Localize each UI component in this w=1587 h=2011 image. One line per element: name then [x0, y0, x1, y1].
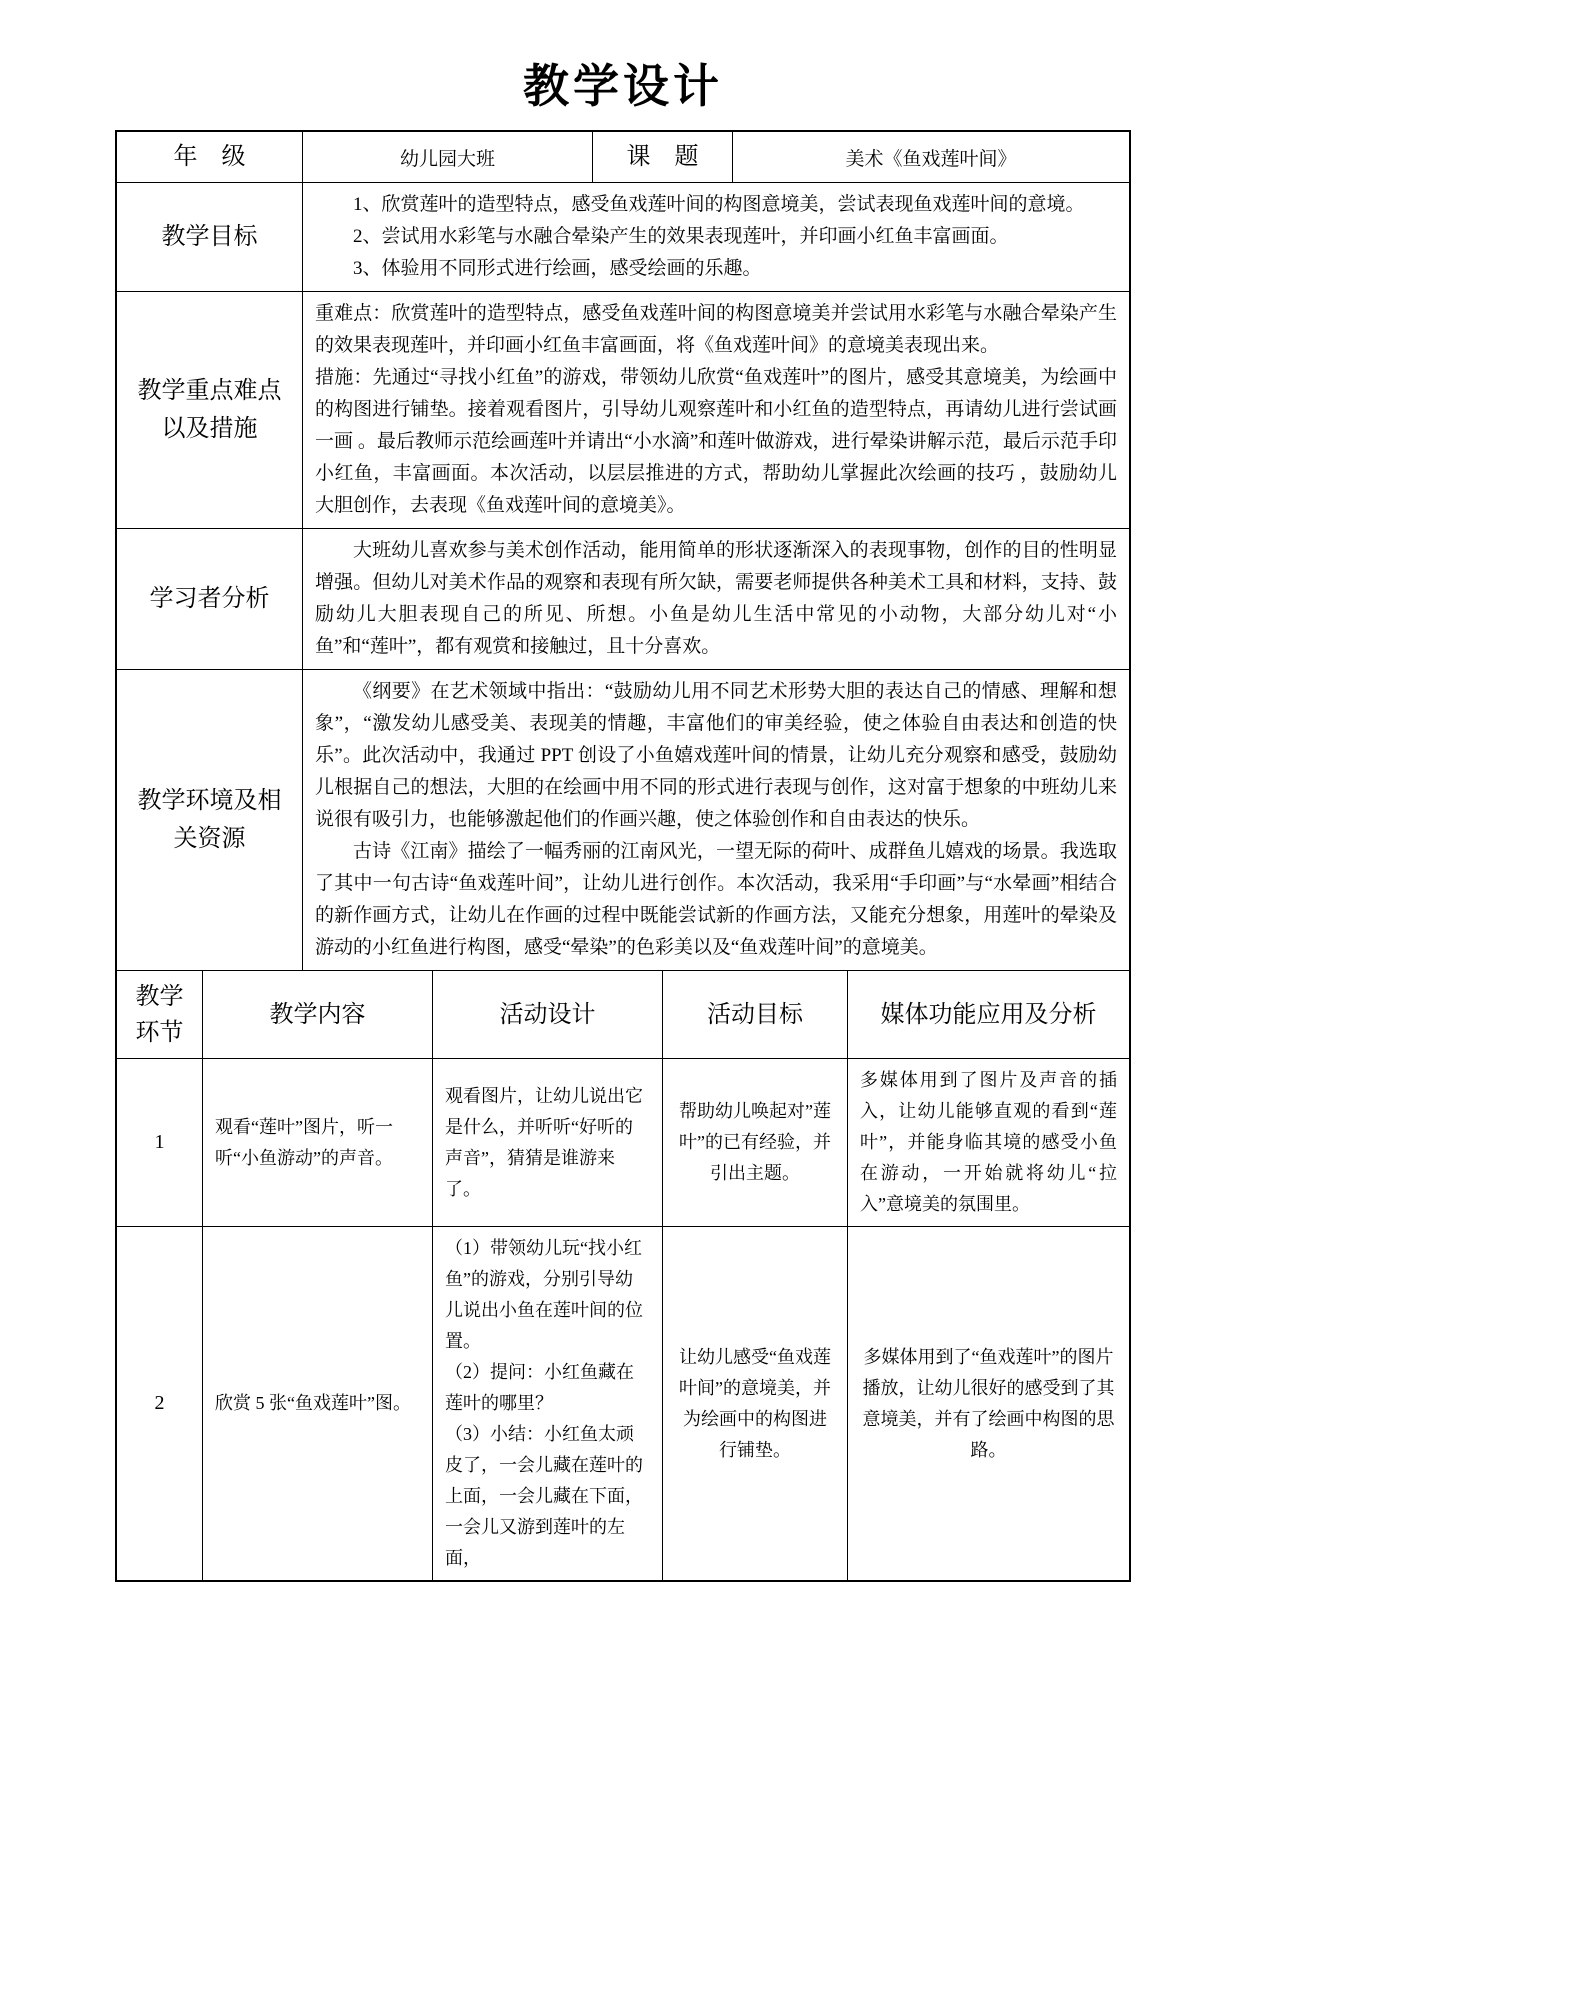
- activity-media: 多媒体用到了图片及声音的插入，让幼儿能够直观的看到“莲叶”，并能身临其境的感受小鱼在游动，一开始就将幼儿“拉入”意境美的氛围里。: [847, 1059, 1129, 1226]
- header-step-line: 教学: [135, 983, 184, 1010]
- key-points-paragraph: 重难点：欣赏莲叶的造型特点，感受鱼戏莲叶间的构图意境美并尝试用水彩笔与水融合晕染产生的效果表现莲叶，并印画小红鱼丰富画面，将《鱼戏莲叶间》的意境美表现出来。: [315, 303, 1117, 356]
- row-environment: [117, 669, 1129, 970]
- environment-content: [302, 670, 1129, 970]
- row-objectives: [117, 182, 1129, 291]
- objective-item: 2、尝试用水彩笔与水融合晕染产生的效果表现莲叶，并印画小红鱼丰富画面。: [353, 226, 1009, 247]
- objectives-content: [302, 183, 1129, 291]
- activity-goal: 让幼儿感受“鱼戏莲叶间”的意境美，并为绘画中的构图进行铺垫。: [662, 1227, 847, 1580]
- learner-paragraph: 大班幼儿喜欢参与美术创作活动，能用简单的形状逐渐深入的表现事物，创作的目的性明显增强。但幼儿对美术作品的观察和表现有所欠缺，需要老师提供各种美术工具和材料，支持、鼓励幼儿大胆表现自己的所见、所想。小鱼是幼儿生活中常见的小动物，大部分幼儿对“小鱼”和“莲叶”，都有观赏和接触过，且十分喜欢。: [315, 540, 1117, 657]
- header-goal: 活动目标: [662, 971, 847, 1058]
- activity-design-paragraph: 观看图片，让幼儿说出它是什么，并听听“好听的声音”，猜猜是谁游来了。: [445, 1085, 643, 1199]
- environment-label: [117, 670, 302, 970]
- activity-design-paragraph: （1）带领幼儿玩“找小红鱼”的游戏，分别引导幼儿说出小鱼在莲叶间的位置。: [445, 1238, 643, 1351]
- activity-design: [432, 1227, 662, 1580]
- grade-value: 幼儿园大班: [302, 132, 592, 182]
- topic-value: 美术《鱼戏莲叶间》: [732, 132, 1129, 182]
- topic-label: 课 题: [592, 132, 732, 182]
- objectives-label: 教学目标: [161, 224, 258, 250]
- activity-design-paragraph: （2）提问：小红鱼藏在莲叶的哪里？: [445, 1362, 634, 1413]
- activity-row: [117, 1226, 1129, 1580]
- environment-paragraph: 古诗《江南》描绘了一幅秀丽的江南风光，一望无际的荷叶、成群鱼儿嬉戏的场景。我选取了其中一句古诗“鱼戏莲叶间”，让幼儿进行创作。本次活动，我采用“手印画”与“水晕画”相结合的新作画方式，让幼儿在作画的过程中既能尝试新的作画方法，又能充分想象，用莲叶的晕染及游动的小红鱼进行构图，感受“晕染”的色彩美以及“鱼戏莲叶间”的意境美。: [315, 841, 1117, 958]
- activity-step-number: 2: [154, 1392, 165, 1414]
- environment-paragraph: 《纲要》在艺术领域中指出：“鼓励幼儿用不同艺术形势大胆的表达自己的情感、理解和想象”，“激发幼儿感受美、表现美的情趣，丰富他们的审美经验，使之体验自由表达和创造的快乐”。此次活动中，我通过 PPT 创设了小鱼嬉戏莲叶间的情景，让幼儿充分观察和感受，鼓励幼儿根据自己的想法，大胆的在绘画中用不同的形式进行表现与创作，这对富于想象的中班幼儿来说很有吸引力，也能够激起他们的作画兴趣，使之体验创作和自由表达的快乐。: [315, 681, 1117, 830]
- teaching-design-table: [115, 130, 1131, 1582]
- learner-content: [302, 529, 1129, 669]
- activity-media: 多媒体用到了“鱼戏莲叶”的图片播放，让幼儿很好的感受到了其意境美，并有了绘画中构图的思路。: [847, 1227, 1129, 1580]
- objective-item: 3、体验用不同形式进行绘画，感受绘画的乐趣。: [353, 258, 762, 279]
- activity-content: 欣赏 5 张“鱼戏莲叶”图。: [202, 1227, 432, 1580]
- header-media: 媒体功能应用及分析: [847, 971, 1129, 1058]
- document-page: [115, 50, 1131, 1582]
- grade-label: 年 级: [173, 144, 246, 170]
- header-step: [117, 971, 202, 1058]
- activity-step-number: 1: [154, 1131, 165, 1153]
- objective-item: 1、欣赏莲叶的造型特点，感受鱼戏莲叶间的构图意境美，尝试表现鱼戏莲叶间的意境。: [353, 194, 1085, 215]
- header-design: 活动设计: [432, 971, 662, 1058]
- key-points-content: [302, 292, 1129, 528]
- learner-label: 学习者分析: [149, 586, 270, 612]
- row-key-points: [117, 291, 1129, 528]
- page-title: 教学设计: [523, 61, 723, 112]
- key-points-label-line: 以及措施: [161, 416, 258, 442]
- key-points-label-line: 教学重点难点: [137, 378, 282, 404]
- key-points-label: [117, 292, 302, 528]
- activity-content: 观看“莲叶”图片，听一听“小鱼游动”的声音。: [202, 1059, 432, 1226]
- header-step-line: 环节: [135, 1019, 184, 1046]
- activity-row: [117, 1058, 1129, 1226]
- activity-design: [432, 1059, 662, 1226]
- environment-label-line: 教学环境及相: [137, 788, 282, 814]
- activity-design-paragraph: （3）小结：小红鱼太顽皮了，一会儿藏在莲叶的上面，一会儿藏在下面，一会儿又游到莲叶的左面，: [445, 1424, 643, 1568]
- row-grade-topic: [117, 132, 1129, 182]
- activities-header-row: [117, 970, 1129, 1058]
- activity-goal: 帮助幼儿唤起对”莲叶”的已有经验，并引出主题。: [662, 1059, 847, 1226]
- environment-label-line: 关资源: [173, 826, 246, 852]
- key-points-paragraph: 措施：先通过“寻找小红鱼”的游戏，带领幼儿欣赏“鱼戏莲叶”的图片，感受其意境美，为绘画中的构图进行铺垫。接着观看图片，引导幼儿观察莲叶和小红鱼的造型特点，再请幼儿进行尝试画一画 。最后教师示范绘画莲叶并请出“小水滴”和莲叶做游戏，进行晕染讲解示范，最后示范手印小红鱼，丰富画面。本次活动，以层层推进的方式，帮助幼儿掌握此次绘画的技巧 ，鼓励幼儿大胆创作，去表现《鱼戏莲叶间的意境美》。: [315, 367, 1117, 516]
- row-learner-analysis: [117, 528, 1129, 669]
- header-content: 教学内容: [202, 971, 432, 1058]
